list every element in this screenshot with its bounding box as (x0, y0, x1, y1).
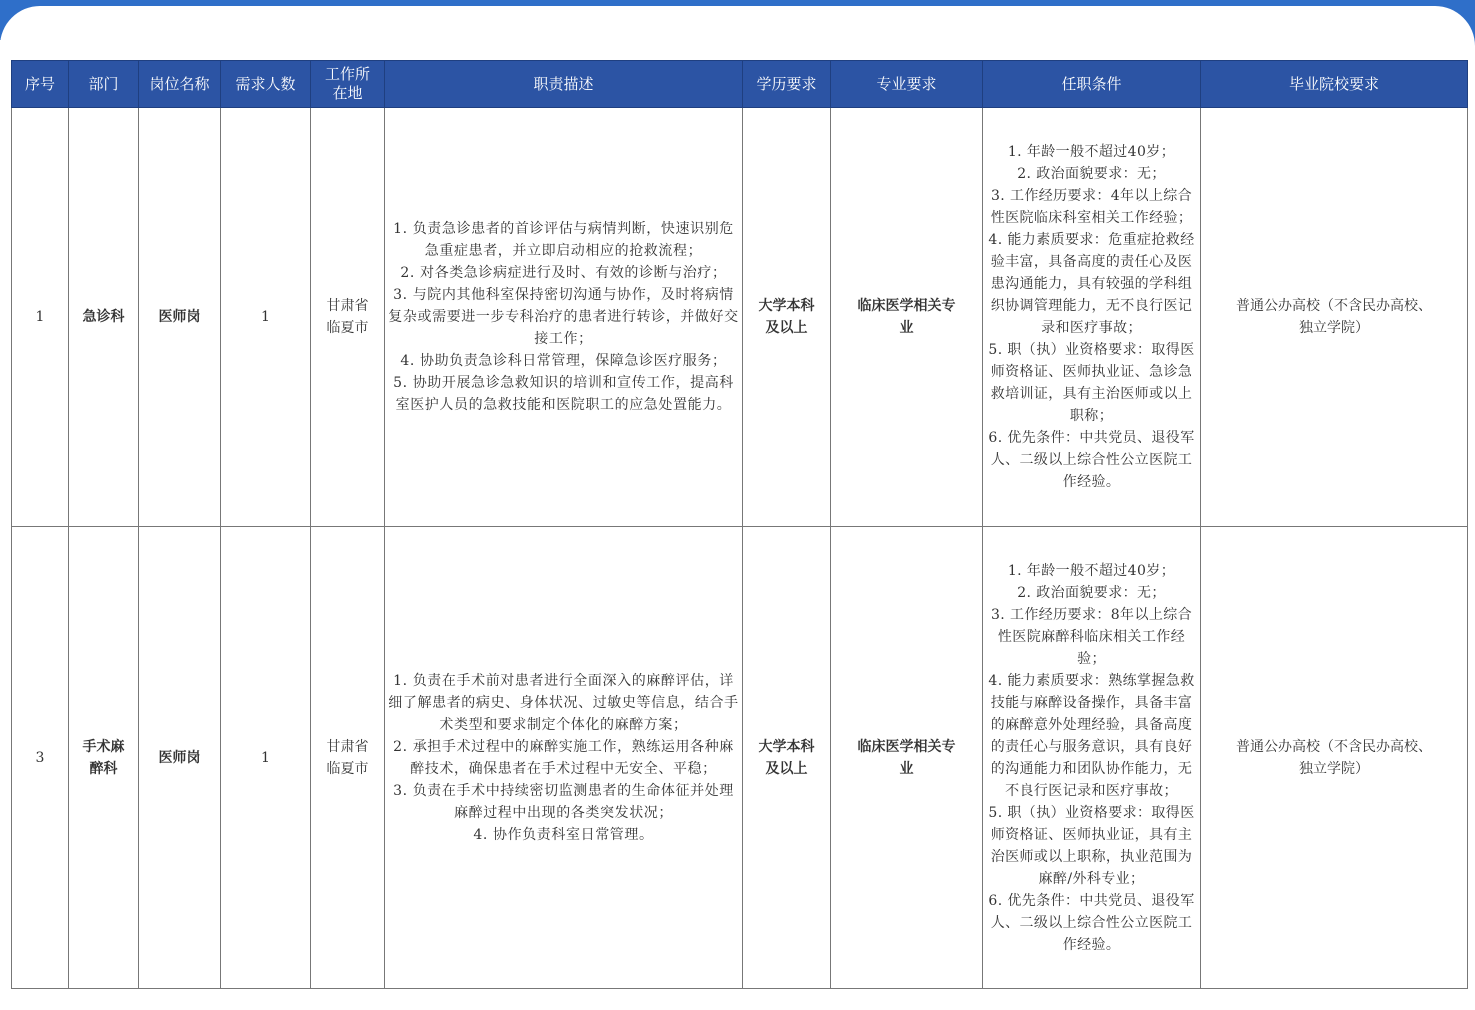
header-education: 学历要求 (743, 61, 831, 108)
row-location: 甘肃省 临夏市 (311, 527, 385, 989)
row-major: 临床医学相关专 业 (831, 527, 983, 989)
header-location (311, 61, 385, 108)
row-education: 大学本科 及以上 (743, 527, 831, 989)
row-major: 临床医学相关专 业 (831, 108, 983, 527)
row-no: 3 (12, 527, 69, 989)
header-major: 专业要求 (831, 61, 983, 108)
table-row (12, 108, 1468, 527)
row-conditions: 1. 年龄一般不超过40岁； 2. 政治面貌要求：无； 3. 工作经历要求：8年以上综合性医院麻醉科临床相关工作经验； 4. 能力素质要求：熟练掌握急救技能与麻醉设备操作，具备丰富的麻醉意外处理经验，具备高度的责任心与服务意识，具有良好的沟通能力和团队协作能力，无不良行医记录和医疗事故； 5. 职（执）业资格要求：取得医师资格证、医师执业证，具有主治医师或以上职称，执业范围为麻醉/外科专业； 6. 优先条件：中共党员、退役军人、二级以上综合性公立医院工作经验。 (983, 527, 1201, 989)
row-dept: 手术麻 醉科 (69, 527, 139, 989)
row-duties: 1. 负责在手术前对患者进行全面深入的麻醉评估，详细了解患者的病史、身体状况、过敏史等信息，结合手术类型和要求制定个体化的麻醉方案； 2. 承担手术过程中的麻醉实施工作，熟练运用各种麻醉技术，确保患者在手术过程中无安全、平稳； 3. 负责在手术中持续密切监测患者的生命体征并处理麻醉过程中出现的各类突发状况； 4. 协作负责科室日常管理。 (385, 527, 743, 989)
job-requirements-table (11, 60, 1468, 989)
row-dept: 急诊科 (69, 108, 139, 527)
header-duties: 职责描述 (385, 61, 743, 108)
header-location-line1: 工作所 (324, 65, 370, 83)
row-count: 1 (221, 108, 311, 527)
header-dept: 部门 (69, 61, 139, 108)
header-position: 岗位名称 (139, 61, 221, 108)
header-no: 序号 (12, 61, 69, 108)
row-location: 甘肃省 临夏市 (311, 108, 385, 527)
header-school: 毕业院校要求 (1201, 61, 1468, 108)
header-location-line2: 在地 (332, 84, 363, 102)
header-conditions: 任职条件 (983, 61, 1201, 108)
header-count: 需求人数 (221, 61, 311, 108)
row-education: 大学本科 及以上 (743, 108, 831, 527)
row-duties: 1. 负责急诊患者的首诊评估与病情判断，快速识别危急重症患者，并立即启动相应的抢救流程； 2. 对各类急诊病症进行及时、有效的诊断与治疗； 3. 与院内其他科室保持密切沟通与协作，及时将病情复杂或需要进一步专科治疗的患者进行转诊，并做好交接工作； 4. 协助负责急诊科日常管理，保障急诊医疗服务； 5. 协助开展急诊急救知识的培训和宣传工作，提高科室医护人员的急救技能和医院职工的应急处置能力。 (385, 108, 743, 527)
row-school: 普通公办高校（不含民办高校、 独立学院） (1201, 527, 1468, 989)
row-position: 医师岗 (139, 108, 221, 527)
row-conditions: 1. 年龄一般不超过40岁； 2. 政治面貌要求：无； 3. 工作经历要求：4年以上综合性医院临床科室相关工作经验； 4. 能力素质要求：危重症抢救经验丰富，具备高度的责任心及医患沟通能力，具有较强的学科组织协调管理能力，无不良行医记录和医疗事故； 5. 职（执）业资格要求：取得医师资格证、医师执业证、急诊急救培训证，具有主治医师或以上职称； 6. 优先条件：中共党员、退役军人、二级以上综合性公立医院工作经验。 (983, 108, 1201, 527)
table-header-row (12, 61, 1468, 108)
row-school: 普通公办高校（不含民办高校、 独立学院） (1201, 108, 1468, 527)
row-position: 医师岗 (139, 527, 221, 989)
row-no: 1 (12, 108, 69, 527)
row-count: 1 (221, 527, 311, 989)
table-row (12, 527, 1468, 989)
